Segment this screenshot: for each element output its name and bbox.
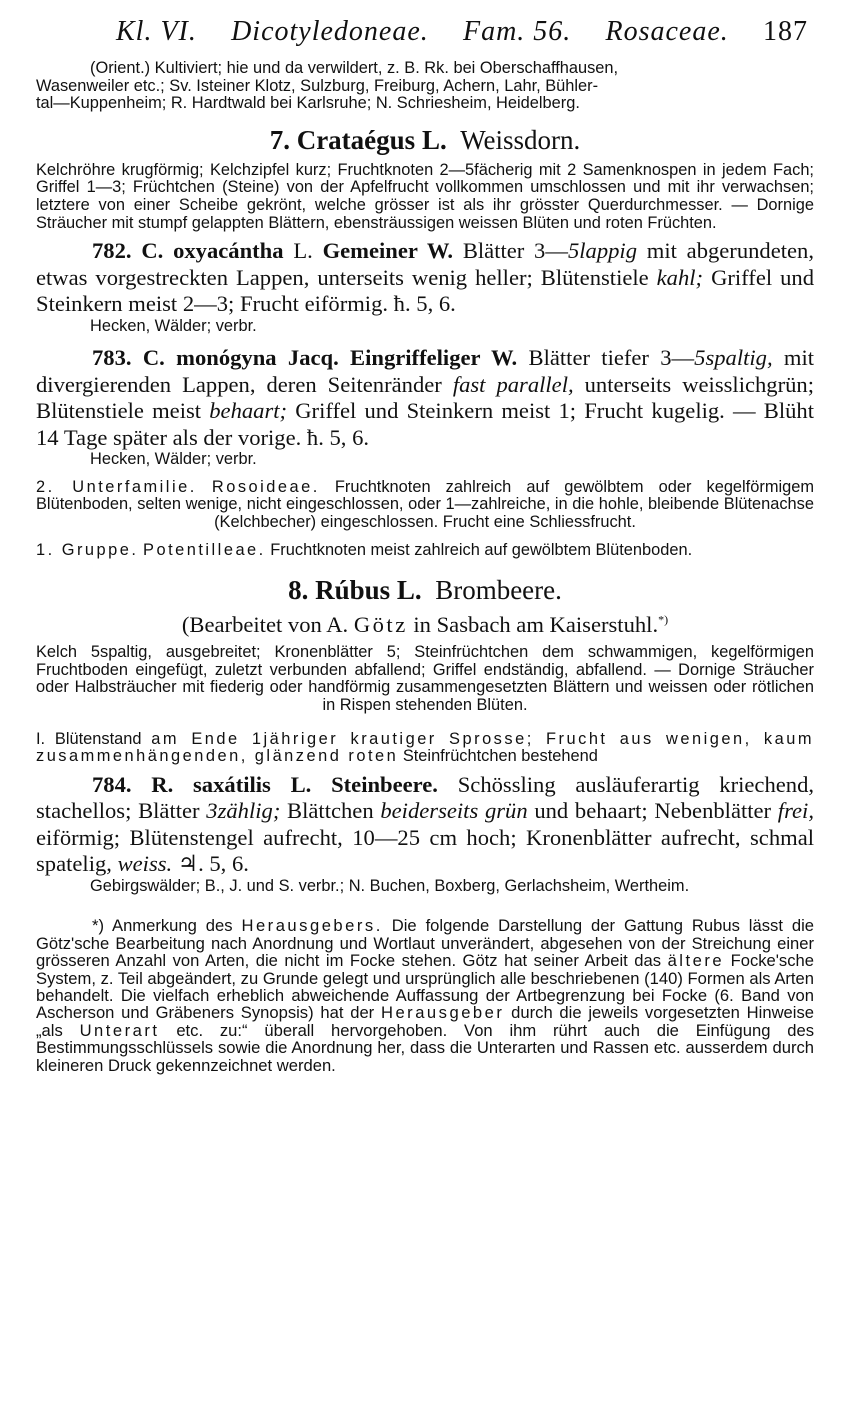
footnote [36, 917, 814, 1074]
species-text-italic: 3zählig; [206, 798, 281, 824]
genus-7-heading [36, 125, 814, 156]
footnote-text: *) Anmerkung des [92, 916, 242, 936]
footnote-text-spaced: Unterart [79, 1020, 160, 1040]
species-epithet: monógyna [176, 345, 277, 371]
genus-number: 8. [288, 575, 309, 606]
genus-8-heading [36, 575, 814, 606]
genus-7-description [36, 162, 814, 232]
subfamily-block [36, 479, 814, 532]
genus-name: Crataégus [296, 124, 416, 155]
species-common-name: Gemeiner W. [322, 238, 454, 264]
footnote-text-spaced: Herausgeber [380, 1003, 505, 1023]
species-epithet: oxyacántha [173, 238, 284, 264]
species-genus: R. [151, 771, 174, 797]
footnote-text: durch die jeweils vorgesetzten Hinweise „als [36, 1003, 814, 1040]
footnote-text: Die folgende Darstellung der Gattung Rubus lässt die Götz'sche Bearbeitung nach Anordnung und Wortlaut unverändert, abgesehen von der Streichung einer grösseren Anzahl von Arten, die nicht im Focke stehen. Götz hat seiner Arbeit das [36, 916, 814, 971]
footnote-text: etc. zu:“ überall hervorgehoben. Von ihm rührt auch die Einfügung des Bestimmungsschlüssels sowie die Anordnung her, dass die Unterarten und Rassen etc. ausserdem durch kleineren Druck gekennzeichnet werden. [36, 1020, 814, 1075]
editor-text: (Bearbeitet von A. [181, 612, 354, 638]
description-text: Kelch 5spaltig, ausgebreitet; Kronenblätter 5; Steinfrüchtchen dem schwammigen, kegelförmigen Fruchtboden eingefügt, zuletzt verbunden abfallend; Griffel endständig, abfallend. — Dornige Sträucher oder Halbsträucher mit fiederig oder handförmig zusammengesetzten Blättern und weissen oder rötlichen in Rispen stehenden Blüten. [36, 643, 814, 714]
genus-author: L. [396, 575, 422, 606]
species-number: 782. [92, 238, 132, 264]
habitat-782 [36, 318, 814, 336]
footnote-text-spaced: ältere [667, 951, 725, 971]
page-number: 187 [762, 16, 808, 47]
key-text-spaced: am Ende 1jähriger krautiger Sprosse; Frucht aus wenigen, kaum zusammenhängenden, glänzend roten [36, 729, 814, 766]
species-text: unterseits weisslichgrün; Blütenstiele meist [36, 371, 814, 424]
species-text-italic: behaart; [209, 398, 288, 424]
genus-8-description [36, 644, 814, 714]
genus-number: 7. [269, 124, 290, 155]
genus-name: Rúbus [315, 575, 391, 606]
habitat-text: Hecken, Wälder; verbr. [90, 316, 257, 335]
species-text-italic: weiss. [117, 851, 173, 877]
group-name: Potentilleae. [143, 540, 266, 559]
species-number: 784. [92, 771, 132, 797]
subfamily-label: 2. Unterfamilie. [36, 477, 197, 496]
species-text: Blättchen [280, 798, 381, 824]
species-text-italic: frei, [777, 798, 814, 824]
species-text-italic: 5lappig [567, 238, 637, 264]
species-text: mit abgerundeten, etwas vorgestreckten Lappen, unterseits wenig heller; Blütenstiele [36, 238, 815, 290]
intro-line: Wasenweiler etc.; Sv. Isteiner Klotz, Sulzburg, Freiburg, Achern, Lahr, Bühler- [36, 76, 599, 95]
species-author: L. [290, 771, 312, 797]
species-common-name: Steinbeere. [331, 771, 438, 797]
species-text-italic: fast parallel, [452, 371, 574, 397]
intro-line: tal—Kuppenheim; R. Hardtwald bei Karlsruhe; N. Schriesheim, Heidelberg. [36, 94, 580, 113]
running-header [36, 16, 814, 60]
habitat-783 [36, 451, 814, 469]
species-782 [36, 238, 814, 318]
species-text: ♃. 5, 6. [172, 851, 249, 877]
genus-common-name: Weissdorn. [460, 124, 581, 155]
genus-8-editor-line [36, 612, 814, 638]
group-label: 1. Gruppe. [36, 540, 139, 559]
header-class: Kl. VI. [116, 16, 197, 47]
description-text: Kelchröhre krugförmig; Kelchzipfel kurz; Fruchtknoten 2—5fächerig mit 2 Samenknospen in jedem Fach; Griffel 1—3; Früchtchen (Steine) von der Apfelfrucht vollkommen umschlossen und mit ihr verwachsen; letztere von einer Scheibe gekrönt, welche grösser ist als ihr grösster Querdurchmesser. — Dornige Sträucher mit stumpf gelappten Blättern, ebensträussigen weissen Blüten und roten Früchten. [36, 160, 814, 232]
species-text: Blätter 3— [462, 238, 568, 264]
species-number: 783. [92, 345, 132, 371]
species-text-italic: beiderseits grün [380, 798, 528, 824]
species-text: Schössling ausläuferartig kriechend, stachellos; Blätter [36, 771, 815, 824]
species-text-italic: 5spaltig, [694, 345, 773, 371]
species-genus: C. [141, 238, 164, 264]
header-family-name: Rosaceae. [605, 16, 729, 47]
editor-text: in Sasbach am Kaiserstuhl. [407, 612, 659, 638]
habitat-text: Gebirgswälder; B., J. und S. verbr.; N. Buchen, Boxberg, Gerlachsheim, Wertheim. [90, 876, 690, 895]
species-text: mit divergierenden Lappen, deren Seitenränder [36, 345, 815, 397]
key-block [36, 731, 814, 766]
species-783 [36, 345, 814, 451]
subfamily-name: Rosoideae. [211, 477, 320, 496]
footnote-mark: *) [658, 612, 669, 627]
key-text: Steinfrüchtchen bestehend [398, 747, 598, 766]
genus-author: L. [421, 124, 447, 155]
habitat-text: Hecken, Wälder; verbr. [90, 450, 257, 469]
key-label: I. Blütenstand [36, 729, 142, 748]
species-author: L. [293, 238, 313, 264]
habitat-784 [36, 878, 814, 896]
species-text: und behaart; Nebenblätter [527, 798, 778, 824]
group-text: Fruchtknoten meist zahlreich auf gewölbtem Blütenboden. [270, 540, 693, 559]
intro-block [36, 60, 814, 113]
species-text: Griffel und Steinkern meist 1; Frucht kugelig. — Blüht 14 Tage später als der vorige. ħ. 5, 6. [36, 398, 814, 450]
genus-common-name: Brombeere. [435, 575, 562, 606]
group-block [36, 542, 814, 560]
intro-line: (Orient.) Kultiviert; hie und da verwildert, z. B. Rk. bei Oberschaffhausen, [90, 59, 619, 77]
species-text: Griffel und Steinkern meist 2—3; Frucht eiförmig. ħ. 5, 6. [36, 264, 814, 317]
species-784 [36, 772, 814, 878]
subfamily-text: Fruchtknoten zahlreich auf gewölbtem oder kegelförmigem Blütenboden, selten wenige, nicht eingeschlossen, oder 1—zahlreiche, in die hohle, bleibende Blütenachse (Kelchbecher) eingeschlossen. Frucht eine Schliessfrucht. [36, 477, 814, 532]
species-common-name: Eingriffeliger W. [350, 345, 518, 371]
species-text: Blätter tiefer 3— [528, 345, 695, 371]
editor-name: Götz [353, 612, 408, 638]
footnote-text: Focke'sche System, z. Teil abgeändert, zu Grunde gelegt und ursprünglich alle beschriebenen (140) Formen als Arten behandelt. Die vielfach erheblich abweichende Auffassung der Artbegrenzung bei Focke (6. Band von Ascherson und Gräbeners Synopsis) hat der [36, 951, 814, 1023]
footnote-text-spaced: Herausgebers. [241, 916, 383, 936]
species-text: eiförmig; Blütenstengel aufrecht, 10—25 cm hoch; Kronenblätter aufrecht, schmal spatelig, [36, 824, 814, 877]
species-genus: C. [142, 345, 165, 371]
header-division: Dicotyledoneae. [231, 16, 429, 47]
species-text-italic: kahl; [656, 264, 704, 290]
header-family: Fam. 56. [462, 16, 572, 47]
species-epithet: saxátilis [193, 771, 271, 797]
species-author: Jacq. [287, 345, 339, 371]
